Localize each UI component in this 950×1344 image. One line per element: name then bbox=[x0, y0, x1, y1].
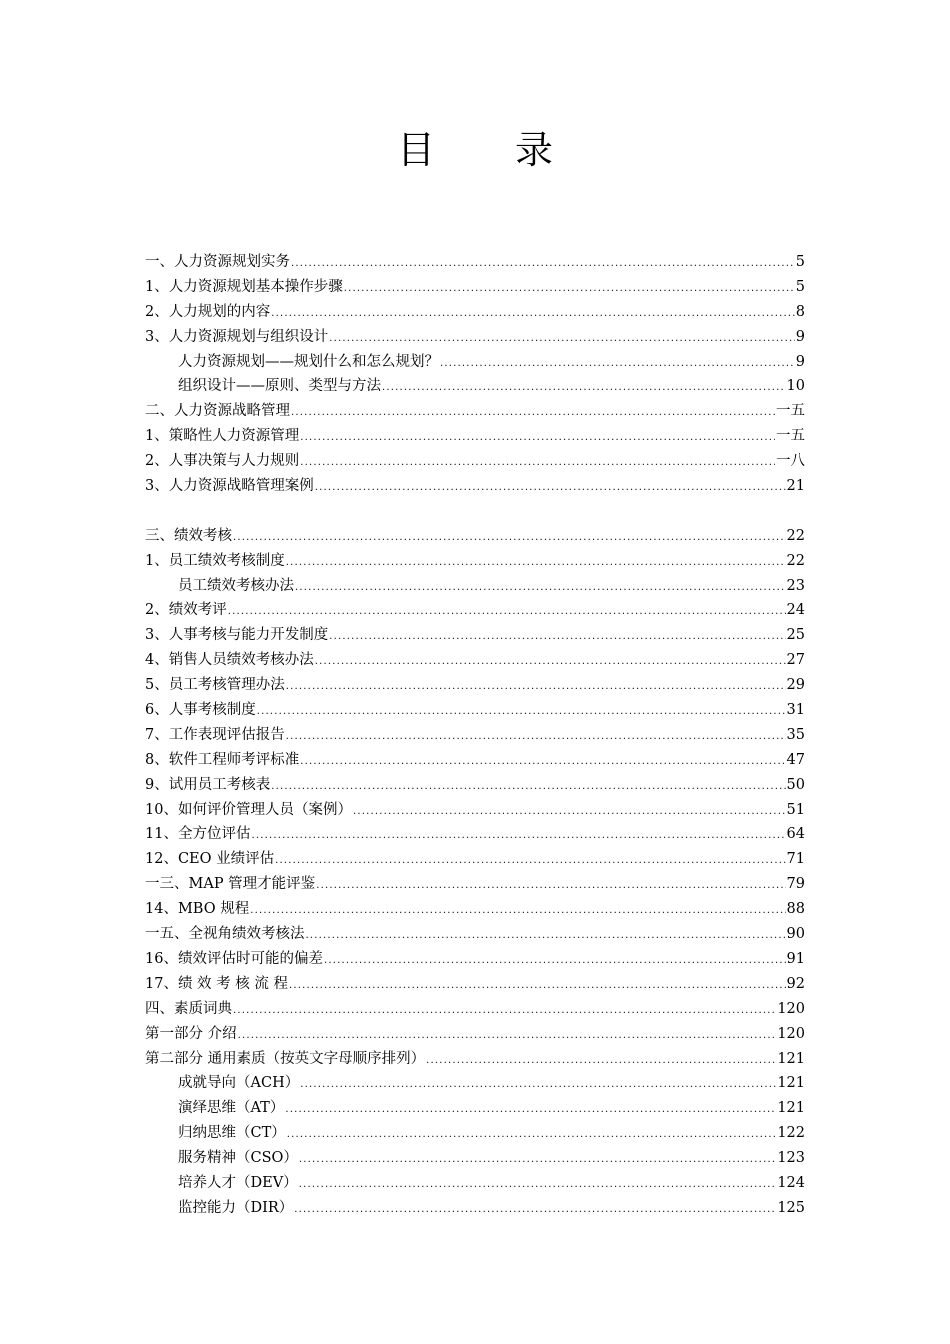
toc-entry-page-number: 23 bbox=[786, 577, 805, 594]
toc-dot-leader bbox=[315, 476, 786, 501]
toc-entry-page-number: 125 bbox=[777, 1199, 805, 1216]
toc-dot-leader bbox=[426, 1049, 776, 1074]
toc-entry[interactable] bbox=[145, 897, 805, 922]
toc-entry-label: 5、员工考核管理办法 bbox=[145, 677, 285, 694]
toc-entry-label: 8、软件工程师考评标准 bbox=[145, 751, 300, 768]
toc-entry[interactable] bbox=[145, 1171, 805, 1196]
toc-entry[interactable] bbox=[145, 847, 805, 872]
toc-entry[interactable] bbox=[145, 748, 805, 773]
toc-entry-page-number: 51 bbox=[786, 801, 805, 818]
toc-entry-page-number: 31 bbox=[786, 702, 805, 719]
toc-entry[interactable] bbox=[145, 598, 805, 623]
toc-dot-leader bbox=[257, 700, 786, 725]
toc-entry[interactable] bbox=[145, 773, 805, 798]
toc-dot-leader bbox=[300, 750, 785, 775]
toc-entry-page-number: 121 bbox=[777, 1050, 805, 1067]
toc-entry-label: 12、CEO 业绩评估 bbox=[145, 851, 275, 868]
toc-entry[interactable] bbox=[145, 1022, 805, 1047]
toc-entry[interactable] bbox=[145, 623, 805, 648]
toc-dot-leader bbox=[306, 924, 786, 949]
toc-dot-leader bbox=[300, 451, 775, 476]
toc-dot-leader bbox=[291, 401, 775, 426]
toc-dot-leader bbox=[353, 800, 786, 825]
toc-entry[interactable] bbox=[145, 250, 805, 275]
toc-entry[interactable] bbox=[145, 673, 805, 698]
toc-dot-leader bbox=[299, 1173, 777, 1198]
toc-entry[interactable] bbox=[145, 698, 805, 723]
toc-entry-page-number: 91 bbox=[786, 950, 805, 967]
toc-entry-page-number: 22 bbox=[786, 552, 805, 569]
toc-entry-label: 14、MBO 规程 bbox=[145, 901, 250, 918]
toc-entry-label: 1、策略性人力资源管理 bbox=[145, 428, 300, 445]
toc-entry-page-number: 一八 bbox=[776, 453, 805, 470]
toc-entry-label: 2、绩效考评 bbox=[145, 602, 227, 619]
toc-entry[interactable] bbox=[145, 374, 805, 399]
toc-entry-label: 监控能力（DIR） bbox=[178, 1199, 294, 1216]
toc-entry[interactable] bbox=[145, 798, 805, 823]
toc-entry-page-number: 22 bbox=[786, 527, 805, 544]
toc-entry-label: 组织设计——原则、类型与方法 bbox=[178, 378, 381, 395]
table-of-contents bbox=[145, 250, 805, 1221]
toc-entry-label: 7、工作表现评估报告 bbox=[145, 726, 285, 743]
toc-entry-page-number: 88 bbox=[786, 901, 805, 918]
toc-entry-label: 3、人力资源规划与组织设计 bbox=[145, 328, 329, 345]
toc-entry-label: 一五、全视角绩效考核法 bbox=[145, 926, 305, 943]
toc-entry-page-number: 71 bbox=[786, 851, 805, 868]
toc-entry[interactable] bbox=[145, 549, 805, 574]
toc-entry-label: 第一部分 介绍 bbox=[145, 1025, 237, 1042]
toc-dot-leader bbox=[300, 426, 775, 451]
toc-entry[interactable] bbox=[145, 1071, 805, 1096]
toc-entry-label: 6、人事考核制度 bbox=[145, 702, 256, 719]
toc-entry[interactable] bbox=[145, 424, 805, 449]
toc-entry-page-number: 27 bbox=[786, 652, 805, 669]
toc-dot-leader bbox=[294, 1198, 776, 1223]
toc-entry-label: 演绎思维（AT） bbox=[178, 1100, 285, 1117]
toc-dot-leader bbox=[315, 650, 786, 675]
toc-dot-leader bbox=[295, 576, 786, 601]
toc-entry[interactable] bbox=[145, 449, 805, 474]
toc-entry-page-number: 122 bbox=[777, 1125, 805, 1142]
toc-dot-leader bbox=[299, 1148, 776, 1173]
toc-dot-leader bbox=[286, 675, 786, 700]
toc-entry-page-number: 90 bbox=[786, 926, 805, 943]
toc-entry-label: 服务精神（CSO） bbox=[178, 1150, 298, 1167]
toc-entry[interactable] bbox=[145, 325, 805, 350]
toc-entry[interactable] bbox=[145, 524, 805, 549]
toc-entry[interactable] bbox=[145, 275, 805, 300]
toc-entry-page-number: 8 bbox=[795, 303, 805, 320]
toc-entry[interactable] bbox=[145, 922, 805, 947]
toc-entry-label: 10、如何评价管理人员（案例） bbox=[145, 801, 352, 818]
toc-entry-label: 二、人力资源战略管理 bbox=[145, 403, 290, 420]
toc-dot-leader bbox=[286, 551, 786, 576]
toc-entry-label: 四、素质词典 bbox=[145, 1000, 232, 1017]
toc-entry[interactable] bbox=[145, 822, 805, 847]
toc-entry[interactable] bbox=[145, 1047, 805, 1072]
toc-entry-page-number: 5 bbox=[795, 278, 805, 295]
toc-entry-label: 4、销售人员绩效考核办法 bbox=[145, 652, 314, 669]
toc-entry-page-number: 124 bbox=[777, 1174, 805, 1191]
toc-entry-label: 人力资源规划——规划什么和怎么规划？ bbox=[178, 353, 439, 370]
toc-dot-leader bbox=[329, 625, 785, 650]
toc-entry-page-number: 50 bbox=[786, 776, 805, 793]
toc-entry-label: 培养人才（DEV） bbox=[178, 1174, 298, 1191]
toc-entry-page-number: 29 bbox=[786, 677, 805, 694]
toc-entry[interactable] bbox=[145, 350, 805, 375]
toc-dot-leader bbox=[291, 252, 795, 277]
toc-entry-page-number: 79 bbox=[786, 876, 805, 893]
toc-dot-leader bbox=[251, 824, 785, 849]
toc-entry-label: 一、人力资源规划实务 bbox=[145, 254, 290, 270]
toc-dot-leader bbox=[228, 600, 786, 625]
toc-entry-page-number: 123 bbox=[777, 1150, 805, 1167]
toc-entry-page-number: 9 bbox=[795, 328, 805, 345]
toc-entry[interactable] bbox=[145, 1146, 805, 1171]
toc-dot-leader bbox=[344, 277, 795, 302]
toc-dot-leader bbox=[271, 302, 795, 327]
toc-entry-page-number: 25 bbox=[786, 627, 805, 644]
toc-dot-leader bbox=[238, 1024, 777, 1049]
toc-dot-leader bbox=[275, 849, 785, 874]
toc-entry[interactable] bbox=[145, 399, 805, 424]
toc-entry[interactable] bbox=[145, 574, 805, 599]
toc-entry-page-number: 21 bbox=[786, 478, 805, 495]
toc-entry[interactable] bbox=[145, 872, 805, 897]
toc-dot-leader bbox=[287, 1123, 777, 1148]
toc-entry-label: 3、人事考核与能力开发制度 bbox=[145, 627, 329, 644]
toc-entry-page-number: 10 bbox=[786, 378, 805, 395]
toc-entry[interactable] bbox=[145, 300, 805, 325]
toc-entry-label: 17、绩 效 考 核 流 程 bbox=[145, 975, 288, 992]
toc-dot-leader bbox=[300, 1073, 776, 1098]
toc-entry[interactable] bbox=[145, 972, 805, 997]
toc-dot-leader bbox=[233, 526, 786, 551]
toc-entry-label: 1、人力资源规划基本操作步骤 bbox=[145, 278, 343, 295]
toc-entry-label: 第二部分 通用素质（按英文字母顺序排列） bbox=[145, 1050, 426, 1067]
toc-entry-label: 员工绩效考核办法 bbox=[178, 577, 294, 594]
toc-entry[interactable] bbox=[145, 474, 805, 499]
toc-entry-page-number: 24 bbox=[786, 602, 805, 619]
toc-entry-label: 一三、MAP 管理才能评鉴 bbox=[145, 876, 316, 893]
toc-entry[interactable] bbox=[145, 1096, 805, 1121]
toc-entry[interactable] bbox=[145, 723, 805, 748]
toc-dot-leader bbox=[285, 1098, 776, 1123]
toc-entry-page-number: 47 bbox=[786, 751, 805, 768]
toc-entry-page-number: 120 bbox=[777, 1025, 805, 1042]
toc-entry-label: 2、人事决策与人力规则 bbox=[145, 453, 300, 470]
toc-dot-leader bbox=[289, 974, 786, 999]
toc-dot-leader bbox=[324, 949, 786, 974]
toc-entry-page-number: 9 bbox=[795, 353, 805, 370]
toc-entry-page-number: 一五 bbox=[776, 403, 805, 420]
toc-dot-leader bbox=[316, 874, 785, 899]
toc-dot-leader bbox=[382, 376, 786, 401]
toc-entry[interactable] bbox=[145, 997, 805, 1022]
toc-entry-label: 11、全方位评估 bbox=[145, 826, 251, 843]
toc-entry-page-number: 120 bbox=[777, 1000, 805, 1017]
toc-entry-label: 归纳思维（CT） bbox=[178, 1125, 286, 1142]
toc-entry-label: 成就导向（ACH） bbox=[178, 1075, 300, 1092]
toc-entry-label: 9、试用员工考核表 bbox=[145, 776, 271, 793]
toc-entry-page-number: 5 bbox=[795, 254, 805, 270]
toc-dot-leader bbox=[440, 352, 795, 377]
toc-entry[interactable] bbox=[145, 1121, 805, 1146]
toc-entry-page-number: 121 bbox=[777, 1100, 805, 1117]
toc-dot-leader bbox=[250, 899, 785, 924]
toc-entry-page-number: 121 bbox=[777, 1075, 805, 1092]
toc-dot-leader bbox=[286, 725, 786, 750]
toc-entry-label: 1、员工绩效考核制度 bbox=[145, 552, 285, 569]
toc-entry-label: 2、人力规划的内容 bbox=[145, 303, 271, 320]
toc-dot-leader bbox=[233, 999, 776, 1024]
toc-entry[interactable] bbox=[145, 1196, 805, 1221]
toc-entry-page-number: 35 bbox=[786, 726, 805, 743]
toc-entry-page-number: 64 bbox=[786, 826, 805, 843]
toc-entry-label: 三、绩效考核 bbox=[145, 527, 232, 544]
toc-entry-page-number: 92 bbox=[786, 975, 805, 992]
toc-entry-page-number: 一五 bbox=[776, 428, 805, 445]
page-title: 目 录 bbox=[396, 128, 588, 172]
toc-entry[interactable] bbox=[145, 947, 805, 972]
toc-entry-label: 3、人力资源战略管理案例 bbox=[145, 478, 314, 495]
toc-entry-label: 16、绩效评估时可能的偏差 bbox=[145, 950, 323, 967]
toc-dot-leader bbox=[329, 327, 795, 352]
toc-entry[interactable] bbox=[145, 648, 805, 673]
toc-dot-leader bbox=[271, 775, 785, 800]
